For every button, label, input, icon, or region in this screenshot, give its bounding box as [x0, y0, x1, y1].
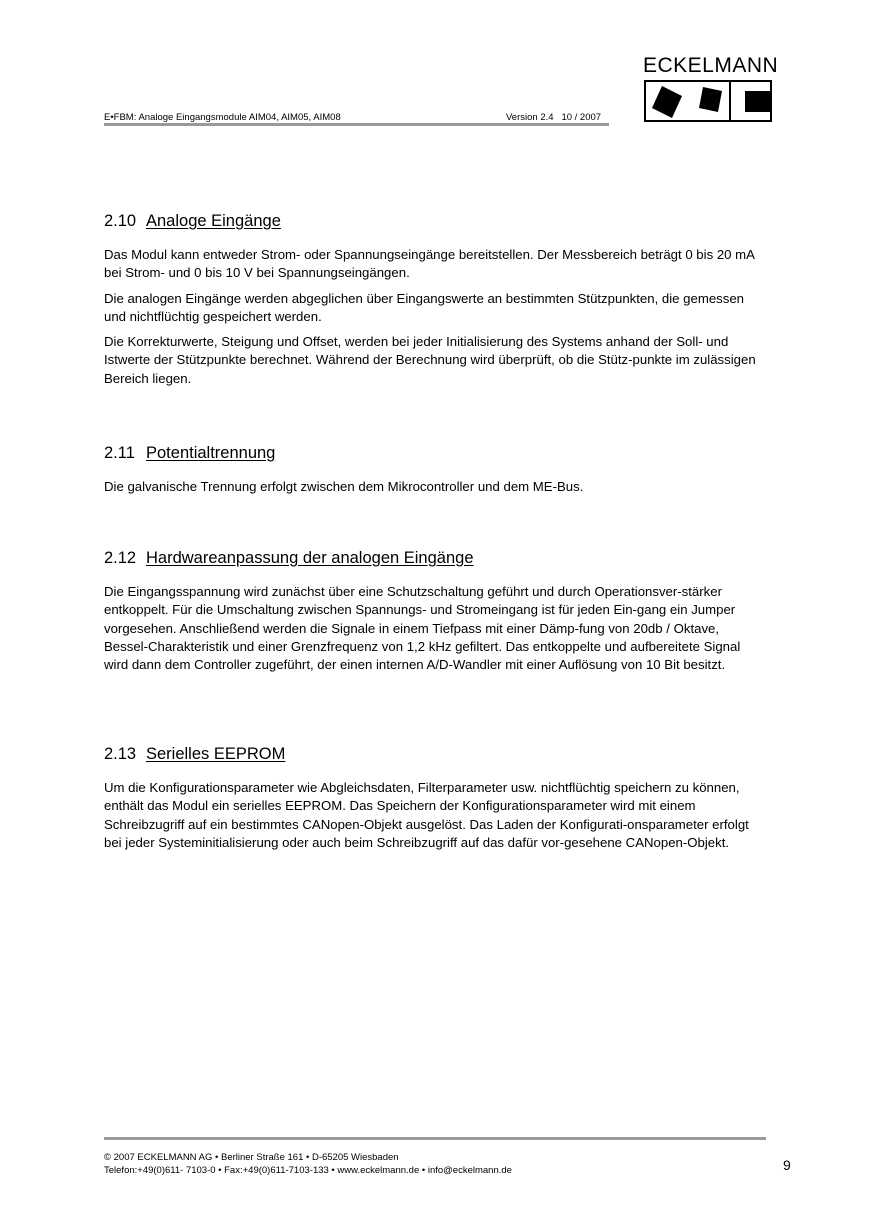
section-number: 2.11 — [104, 444, 135, 462]
header-divider — [104, 123, 609, 126]
section-body-2-13 — [104, 779, 764, 859]
company-logo-text: ECKELMANN — [643, 54, 779, 77]
section-title: Analoge Eingänge — [146, 212, 281, 230]
section-title: Hardwareanpassung der analogen Eingänge — [146, 549, 474, 567]
section-heading-2-10 — [104, 212, 281, 231]
section-number: 2.13 — [104, 745, 137, 763]
section-heading-2-13 — [104, 745, 285, 764]
paragraph: Das Modul kann entweder Strom- oder Spannungseingänge bereitstellen. Der Messbereich beträgt 0 bis 20 mA bei Strom- und 0 bis 10 V bei Spannungseingängen. — [104, 247, 755, 281]
header-version: Version 2.4 10 / 2007 — [506, 112, 602, 123]
section-heading-2-11 — [104, 444, 275, 463]
footer-divider — [104, 1137, 766, 1140]
section-title: Serielles EEPROM — [146, 745, 286, 763]
paragraph: Um die Konfigurationsparameter wie Abgleichsdaten, Filterparameter usw. nichtflüchtig speichern zu können, enthält das Modul ein serielles EEPROM. Das Speichern der Konfigurationsparameter wird mit einem Schreibzugriff auf ein bestimmtes CANopen-Objekt ausgelöst. Das Laden der Konfigurati-onsparameter erfolgt bei jeder Systeminitialisierung oder auch beim Schreibzugriff auf das dafür vor-gesehene CANopen-Objekt. — [104, 780, 749, 850]
paragraph: Die Eingangsspannung wird zunächst über eine Schutzschaltung geführt und durch Operationsver-stärker entkoppelt. Für die Umschaltung zwischen Spannungs- und Stromeingang ist für jeden Ein-gang ein Jumper vorgesehen. Anschließend werden die Signale in einem Tiefpass mit einer Dämp-fung von 20db / Oktave, Bessel-Charakteristik und einer Grenzfrequenz von 1,2 kHz gefiltert. Das entkoppelte und aufbereitete Signal wird dann dem Controller zugeführt, der einen internen A/D-Wandler mit einer Auflösung von 10 Bit besitzt. — [104, 584, 741, 673]
section-body-2-11 — [104, 478, 764, 503]
section-body-2-12 — [104, 583, 764, 681]
footer-address: © 2007 ECKELMANN AG • Berliner Straße 161 • D-65205 Wiesbaden — [104, 1152, 399, 1163]
paragraph: Die analogen Eingänge werden abgeglichen über Eingangswerte an bestimmten Stützpunkten, die gemessen und nichtflüchtig gespeichert werden. — [104, 290, 745, 324]
footer-contact: Telefon:+49(0)611- 7103-0 • Fax:+49(0)611-7103-133 • www.eckelmann.de • info@eckelmann.de — [104, 1165, 512, 1176]
company-logo-icon — [644, 80, 772, 122]
page-number: 9 — [783, 1157, 791, 1173]
section-number: 2.12 — [104, 549, 137, 567]
section-body-2-10 — [104, 246, 764, 395]
section-number: 2.10 — [104, 212, 137, 230]
paragraph: Die Korrekturwerte, Steigung und Offset, werden bei jeder Initialisierung des Systems anhand der Soll- und Istwerte der Stützpunkte berechnet. Während der Berechnung wird überprüft, ob die Stütz-punkte im zulässigen Bereich liegen. — [104, 334, 756, 386]
section-title: Potentialtrennung — [146, 444, 276, 462]
paragraph: Die galvanische Trennung erfolgt zwischen dem Mikrocontroller und dem ME-Bus. — [104, 479, 584, 494]
header-document-title: E•FBM: Analoge Eingangsmodule AIM04, AIM05, AIM08 — [104, 112, 341, 123]
section-heading-2-12 — [104, 549, 474, 568]
